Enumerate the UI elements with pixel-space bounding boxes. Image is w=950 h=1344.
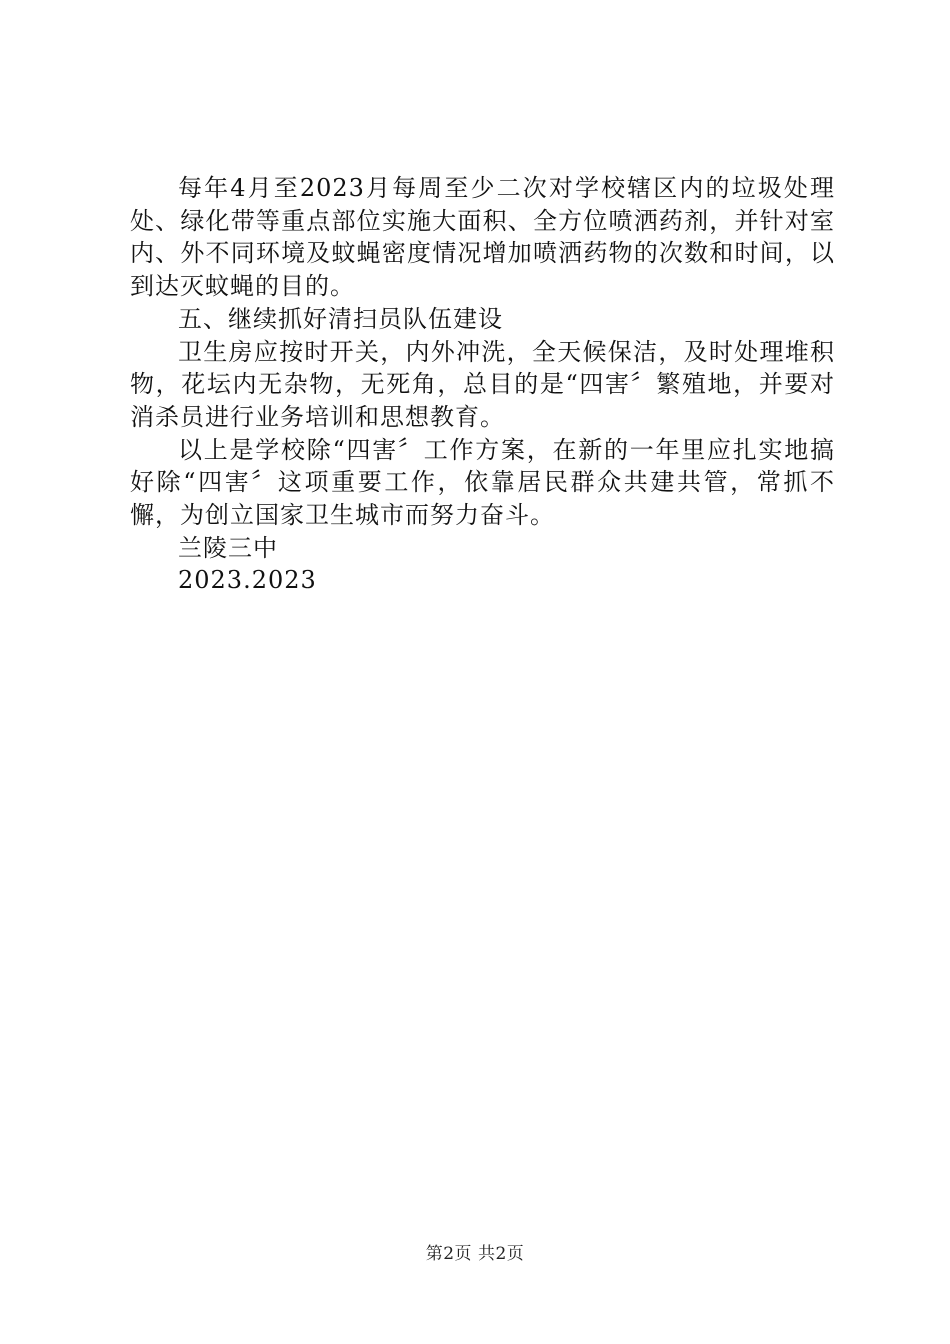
signature-school-name: 兰陵三中 (178, 533, 278, 562)
page-number-footer: 第2页 共2页 (425, 1244, 525, 1264)
signature-date: 2023.2023 (178, 566, 317, 595)
paragraph-mosquito-spraying: 每年4月至2023月每周至少二次对学校辖区内的垃圾处理处、绿化带等重点部位实施大面积、全方位喷洒药剂，并针对室内、外不同环境及蚊蝇密度情况增加喷洒药物的次数和时间，以到达灭蚊蝇的目的。 (130, 174, 835, 301)
section-heading-cleaning-staff: 五、继续抓好清扫员队伍建设 (178, 304, 503, 333)
paragraph-conclusion: 以上是学校除“四害〞工作方案，在新的一年里应扎实地搞好除“四害〞这项重要工作，依靠居民群众共建共管，常抓不懈，为创立国家卫生城市而努力奋斗。 (130, 435, 835, 530)
document-body (130, 172, 835, 597)
paragraph-sanitation-room: 卫生房应按时开关，内外冲洗，全天候保洁，及时处理堆积物，花坛内无杂物，无死角，总目的是“四害〞繁殖地，并要对消杀员进行业务培训和思想教育。 (130, 337, 835, 431)
